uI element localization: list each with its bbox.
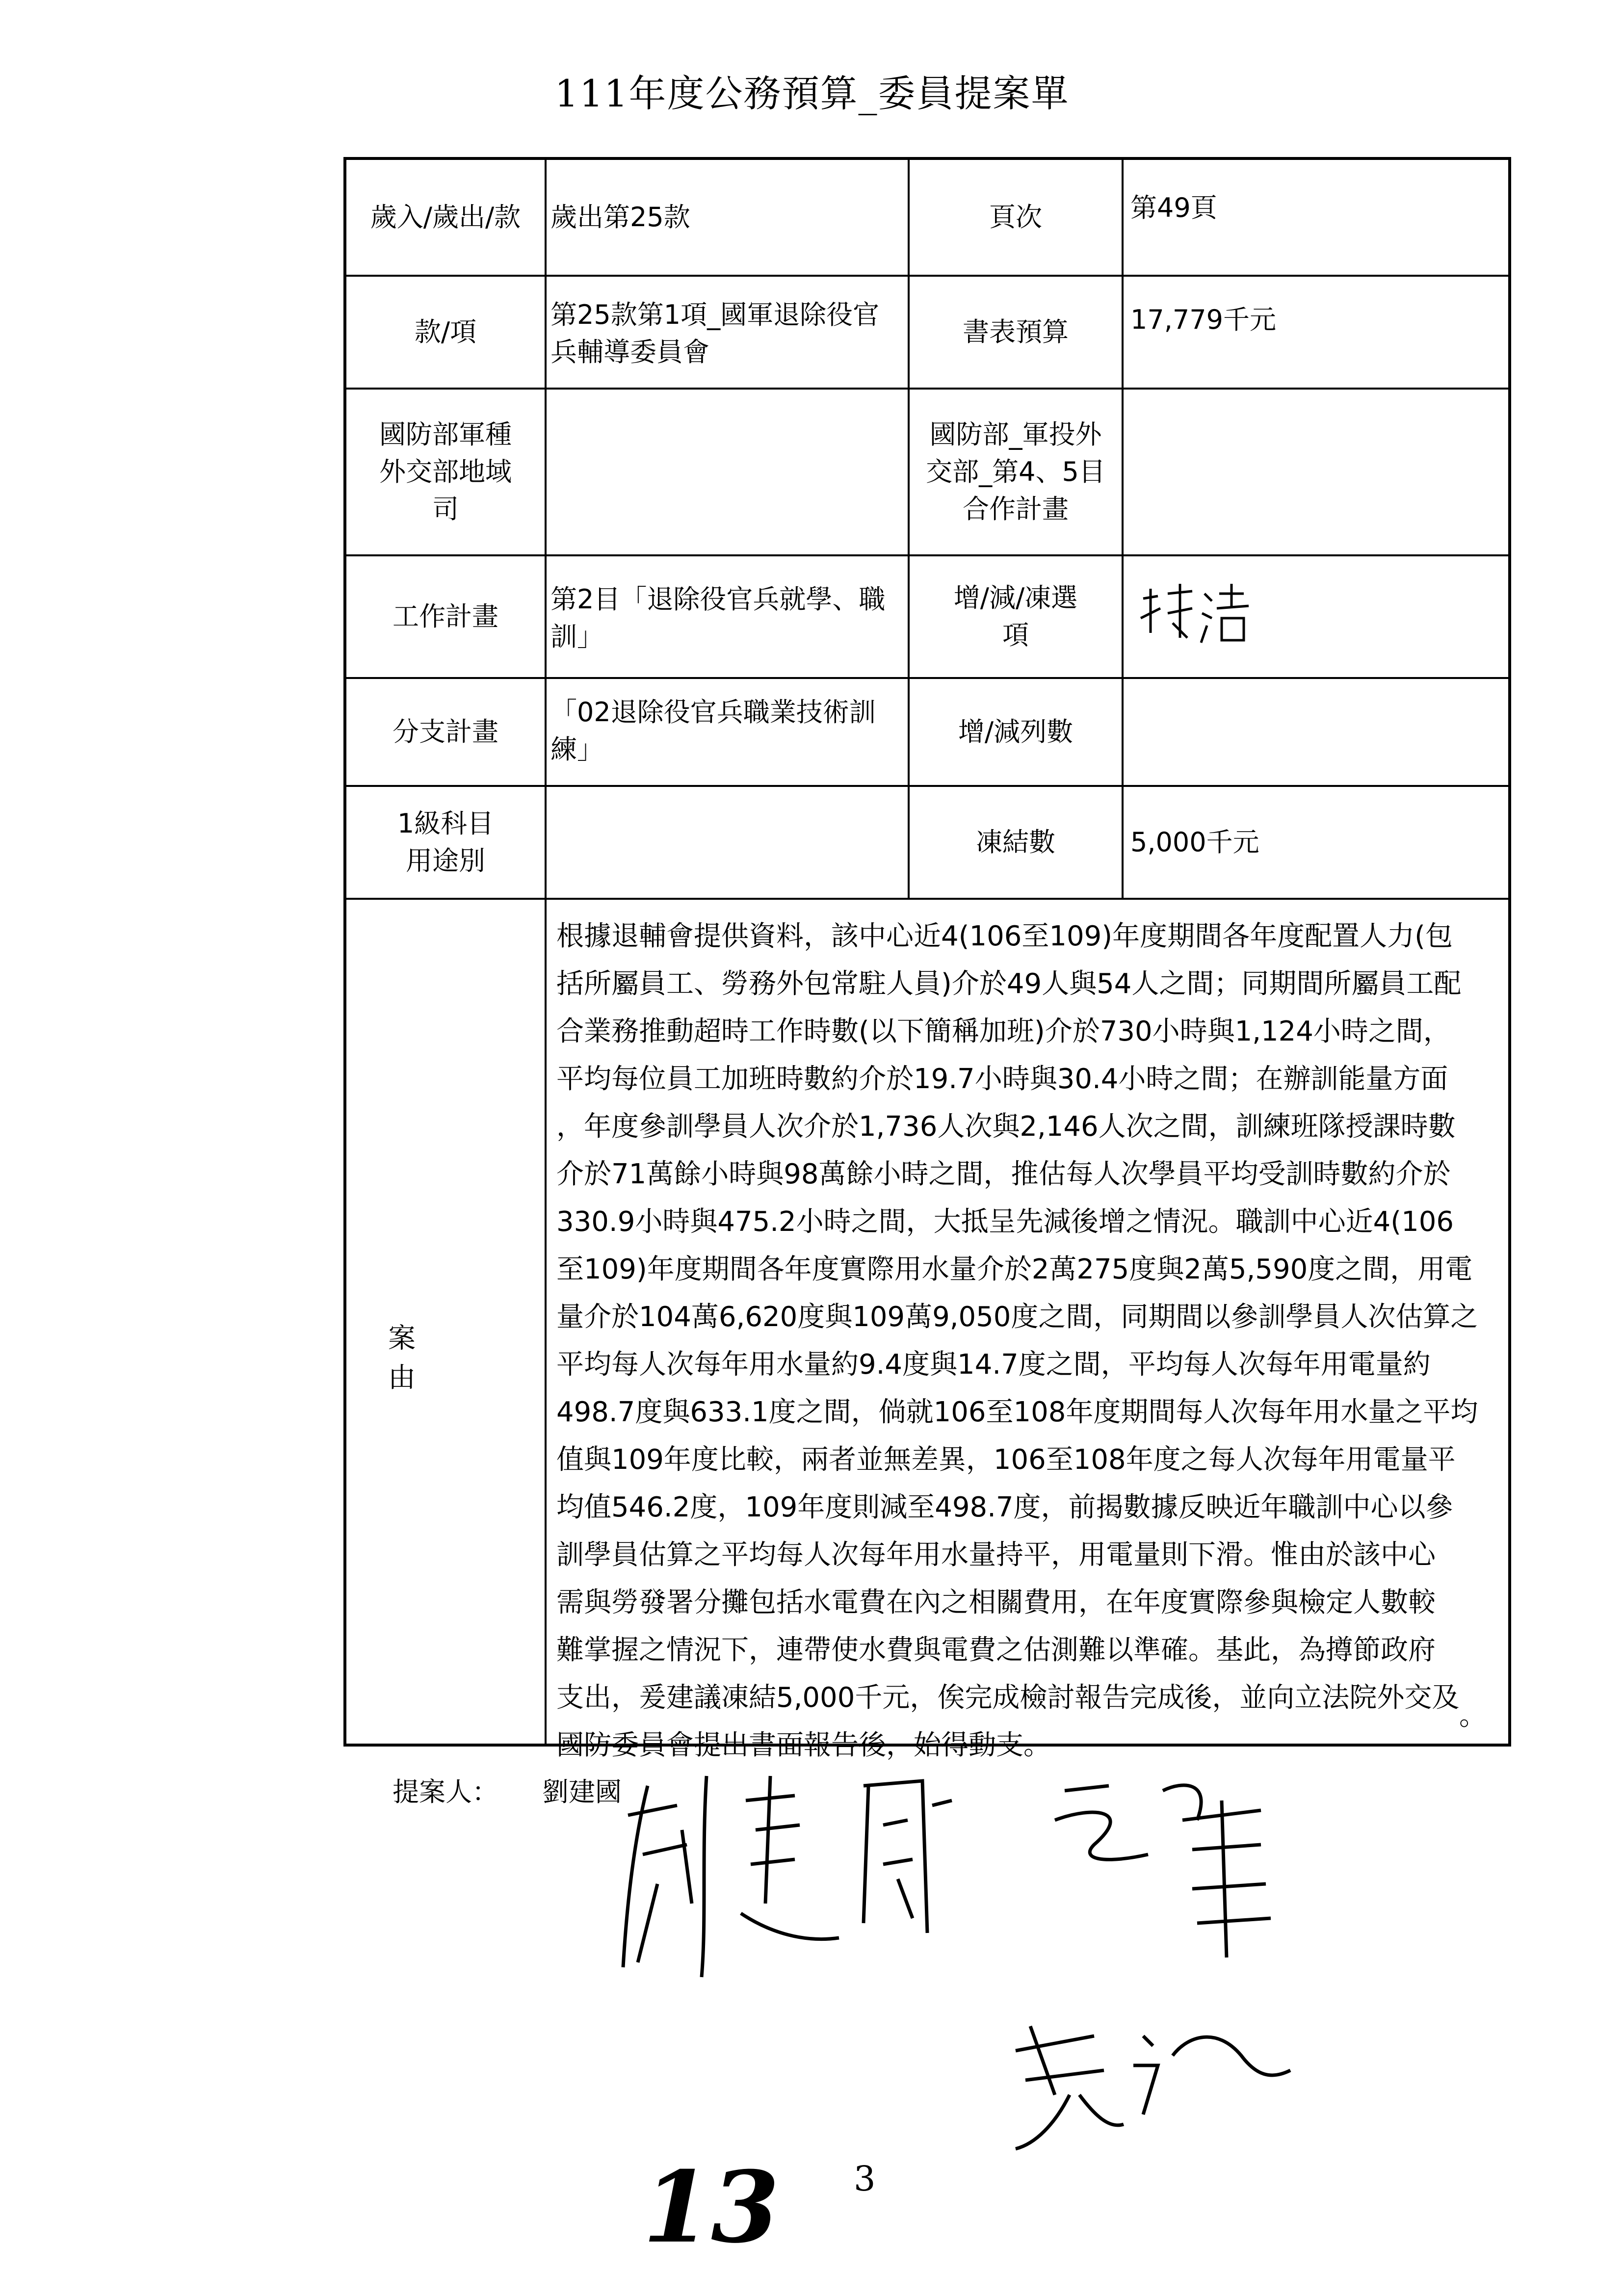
page-number-text: 13 [643, 2150, 780, 2265]
form-row-expense-category [346, 787, 1508, 900]
reason-line: 支出，爰建議凍結5,000千元，俟完成檢討報告完成後，並向立法院外交及 [556, 1682, 1460, 1714]
form-row-revenue-expense [346, 160, 1508, 277]
row-label-2: 國防部_軍投外交部_第4、5目合作計畫 [910, 390, 1124, 554]
row-value: 第2目「退除役官兵就學、職訓」 [547, 556, 910, 677]
reason-line: 至109)年度期間各年度實際用水量介於2萬275度與2萬5,590度之間，用電 [556, 1253, 1473, 1285]
reason-line: 根據退輔會提供資料，該中心近4(106至109)年度期間各年度配置人力(包 [556, 920, 1453, 952]
proposer-name: 劉建國 [542, 1776, 622, 1807]
form-row-work-plan [346, 556, 1508, 679]
handwritten-freeze-mark [1138, 579, 1256, 648]
row-label: 工作計畫 [346, 556, 547, 677]
proposal-form [343, 157, 1511, 1761]
row-label-2: 凍結數 [910, 787, 1124, 898]
reason-line: ，年度參訓學員人次介於1,736人次與2,146人次之間，訓練班隊授課時數 [556, 1111, 1456, 1143]
row-value-2: 5,000千元 [1130, 827, 1259, 858]
reason-text [547, 900, 1511, 1761]
reason-line: 需與勞發署分攤包括水電費在內之相關費用，在年度實際參與檢定人數較 [556, 1587, 1436, 1618]
form-row-defense-foreign [346, 390, 1508, 556]
reason-line: 括所屬員工、勞務外包常駐人員)介於49人與54人之間；同期間所屬員工配 [556, 968, 1462, 1000]
row-label-2: 書表預算 [910, 277, 1124, 388]
reason-line: 平均每位員工加班時數約介於19.7小時與30.4小時之間；在辦訓能量方面 [556, 1063, 1448, 1095]
reason-line: 330.9小時與475.2小時之間，大抵呈先減後增之情況。職訓中心近4(106 [556, 1206, 1454, 1238]
tail-mark: 。 [1459, 1700, 1487, 1732]
signature [608, 1756, 991, 1992]
row-value-2: 第49頁 [1130, 192, 1217, 223]
reason-label: 案由 [388, 1323, 489, 1394]
row-label-2: 增/減列數 [910, 679, 1124, 785]
reason-line: 合業務推動超時工作時數(以下簡稱加班)介於730小時與1,124小時之間， [556, 1016, 1451, 1047]
reason-line: 均值546.2度，109年度則減至498.7度，前揭數據反映近年職訓中心以參 [556, 1491, 1453, 1523]
reason-line: 介於71萬餘小時與98萬餘小時之間，推估每人次學員平均受訓時數約介於 [556, 1158, 1451, 1190]
row-label: 國防部軍種外交部地域司 [346, 390, 547, 554]
signature [1035, 1761, 1290, 1967]
reason-line: 難掌握之情況下，連帶使水費與電費之估測難以準確。基此，為撙節政府 [556, 1634, 1436, 1666]
form-row-section [346, 277, 1508, 390]
form-row-reason [346, 900, 1508, 1761]
form-title: 111年度公務預算_委員提案單 [554, 72, 1070, 115]
reason-label-cell [346, 900, 547, 1747]
row-label: 1級科目用途別 [346, 787, 547, 898]
row-value-2 [1124, 679, 1511, 785]
reason-line: 平均每人次每年用水量約9.4度與14.7度之間，平均每人次每年用電量約 [556, 1349, 1431, 1381]
row-value [547, 390, 910, 554]
page-number-sub: 3 [854, 2159, 876, 2199]
signature [996, 1997, 1300, 2154]
reason-line: 訓學員估算之平均每人次每年用水量持平，用電量則下滑。惟由於該中心 [556, 1539, 1436, 1571]
row-label-2: 頁次 [910, 160, 1124, 275]
row-value: 「02退除役官兵職業技術訓練」 [547, 679, 910, 785]
reason-line: 值與109年度比較，兩者並無差異，106至108年度之每人次每年用電量平 [556, 1444, 1456, 1476]
row-label-2: 增/減/凍選項 [910, 556, 1124, 677]
reason-line: 國防委員會提出書面報告後，始得動支。 [556, 1729, 1051, 1761]
row-value: 歲出第25款 [547, 160, 910, 275]
row-value: 第25款第1項_國軍退除役官兵輔導委員會 [547, 277, 910, 388]
row-value-2 [1124, 390, 1511, 554]
row-label: 歲入/歲出/款 [346, 160, 547, 275]
form-row-branch-plan [346, 679, 1508, 787]
reason-line: 量介於104萬6,620度與109萬9,050度之間，同期間以參訓學員人次估算之 [556, 1301, 1478, 1333]
row-label: 款/項 [346, 277, 547, 388]
page-number [643, 2150, 800, 2265]
row-value [547, 787, 910, 898]
proposer-label: 提案人： [393, 1776, 498, 1807]
row-value-2: 17,779千元 [1130, 304, 1276, 335]
reason-line: 498.7度與633.1度之間，倘就106至108年度期間每人次每年用水量之平均 [556, 1396, 1478, 1428]
row-label: 分支計畫 [346, 679, 547, 785]
